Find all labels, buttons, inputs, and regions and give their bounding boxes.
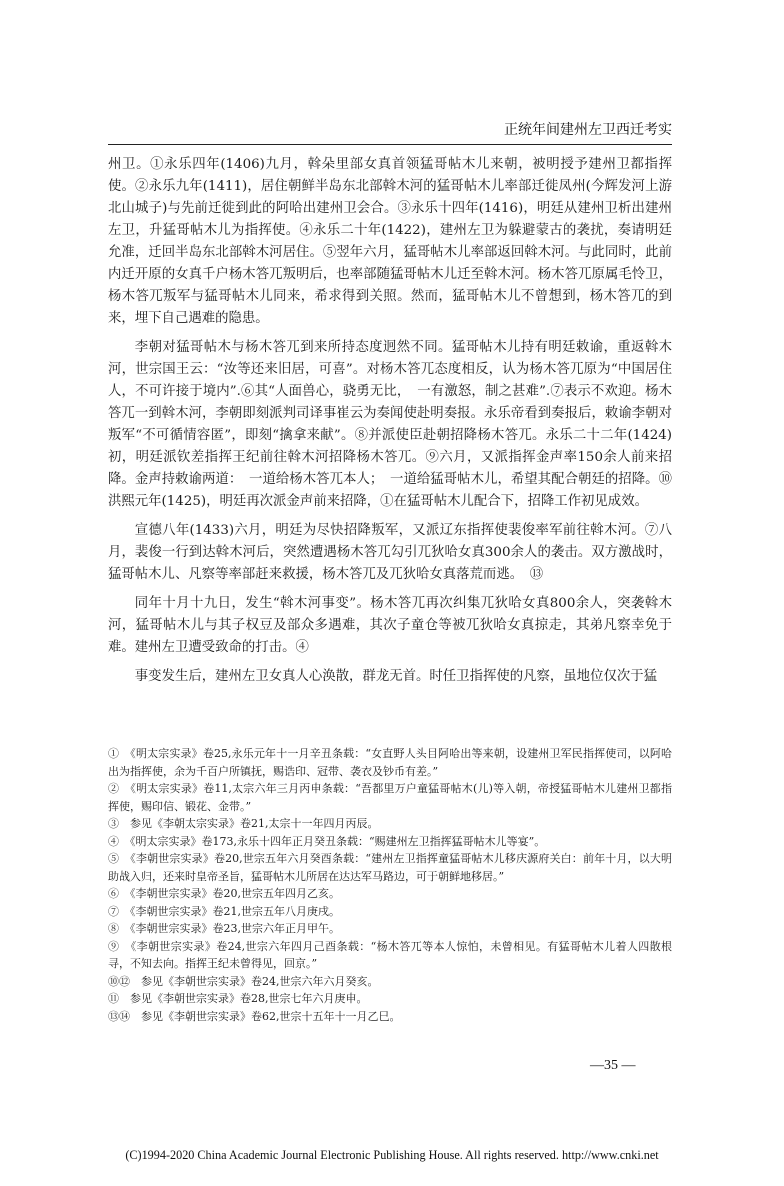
copyright-footer: (C)1994-2020 China Academic Journal Electronic Publishing House. All rights reserved. http://www.cnki.net [125, 1148, 659, 1162]
footnote: ② 《明太宗实录》卷11,太宗六年三月丙申条载：“吾都里万户童猛哥帖木(儿)等入朝，帝授猛哥帖木儿建州卫都指挥使，赐印信、锻花、金带。” [108, 782, 672, 813]
footnote: ⑬⑭ 参见《李朝世宗实录》卷62,世宗十五年十一月乙巳。 [108, 1009, 401, 1023]
footnote: ④ 《明太宗实录》卷173,永乐十四年正月癸丑条载：“赐建州左卫指挥猛哥帖木儿等宴”。 [108, 834, 546, 848]
paragraph: 事变发生后，建州左卫女真人心涣散，群龙无首。时任卫指挥使的凡察，虽地位仅次于猛 [134, 669, 658, 684]
footnote: ⑩⑫ 参见《李朝世宗实录》卷24,世宗六年六月癸亥。 [108, 974, 379, 988]
paragraph-continued: 州卫。①永乐四年(1406)九月，斡朵里部女真首领猛哥帖木儿来朝，被明授予建州卫都指挥使。②永乐九年(1411)，居住朝鲜半岛东北部斡木河的猛哥帖木儿率部迁徙凤州(今辉发河上游北山城子)与先前迁徙到此的阿哈出建州卫会合。③永乐十四年(1416)，明廷从建州卫析出建州左卫，升猛哥帖木儿为指挥使。④永乐二十年(1422)，建州左卫为躲避蒙古的袭扰，奏请明廷允准，迁回半岛东北部斡木河居住。⑤翌年六月，猛哥帖木儿率部返回斡木河。与此同时，此前内迁开原的女真千户杨木答兀叛明后，也率部随猛哥帖木儿迁至斡木河。杨木答兀原属毛怜卫，杨木答兀叛军与猛哥帖木儿同来，希求得到关照。然而，猛哥帖木儿不曾想到，杨木答兀的到来，埋下自己遇难的隐患。 [108, 157, 672, 326]
body-text [108, 154, 672, 695]
footnote: ① 《明太宗实录》卷25,永乐元年十一月辛丑条载：“女直野人头目阿哈出等来朝，设建州卫军民指挥使司，以阿哈出为指挥使，余为千百户所镇抚，赐诰印、冠带、袭衣及钞币有差。” [108, 747, 672, 778]
footnote: ⑤ 《李朝世宗实录》卷20,世宗五年六月癸酉条载：“建州左卫指挥童猛哥帖木儿移庆源府关白：前年十月，以大明助战入归，还来时皇帝圣旨，猛哥帖木儿所居在达达军马路边，可于朝鲜地移居。” [108, 852, 672, 883]
footnote: ⑨ 《李朝世宗实录》卷24,世宗六年四月己酉条载：“杨木答兀等本人惊怕，未曾相见。有猛哥帖木儿着人四散根寻，不知去向。指挥王纪未曾得见，回京。” [108, 939, 672, 970]
page-number: —35 — [590, 1058, 636, 1073]
footnote: ⑧ 《李朝世宗实录》卷23,世宗六年正月甲午。 [108, 922, 340, 935]
footnote: ⑦ 《李朝世宗实录》卷21,世宗五年八月庚戌。 [108, 904, 340, 918]
footnotes [108, 745, 672, 1025]
paragraph: 李朝对猛哥帖木与杨木答兀到来所持态度迥然不同。猛哥帖木儿持有明廷敕谕，重返斡木河，世宗国王云：“汝等还来旧居，可喜”。对杨木答兀态度相反，认为杨木答兀原为“中国居住人，不可许接于境内”.⑥其“人面兽心，骁勇无比， 一有激怒，制之甚难”.⑦表示不欢迎。杨木答兀一到斡木河，李朝即刻派判司译事崔云为奏闻使赴明奏报。永乐帝看到奏报后，敕谕李朝对叛军“不可循情容匿”，即刻“擒拿来献”。⑧并派使臣赴朝招降杨木答兀。永乐二十二年(1424)初，明廷派钦差指挥王纪前往斡木河招降杨木答兀。⑨六月，又派指挥金声率150余人前来招降。金声持敕谕两道： 一道给杨木答兀本人； 一道给猛哥帖木儿，希望其配合朝廷的招降。⑩洪熙元年(1425)，明廷再次派金声前来招降，①在猛哥帖木儿配合下，招降工作初见成效。 [108, 340, 672, 509]
footnote: ③ 参见《李朝太宗实录》卷21,太宗十一年四月丙辰。 [108, 817, 379, 830]
running-head-title: 正统年间建州左卫西迁考实 [504, 122, 672, 138]
footnote: ⑪ 参见《李朝世宗实录》卷28,世宗七年六月庚申。 [108, 992, 368, 1005]
header-rule [108, 144, 672, 145]
paragraph: 同年十月十九日，发生“斡木河事变”。杨木答兀再次纠集兀狄哈女真800余人，突袭斡木河，猛哥帖木儿与其子权豆及部众多遇难，其次子童仓等被兀狄哈女真掠走，其弟凡察幸免于难。建州左卫遭受致命的打击。④ [108, 596, 672, 655]
paragraph: 宣德八年(1433)六月，明廷为尽快招降叛军，又派辽东指挥使裴俊率军前往斡木河。⑦八月，裴俊一行到达斡木河后，突然遭遇杨木答兀勾引兀狄哈女真300余人的袭击。双方激战时，猛哥帖木儿、凡察等率部赶来救援，杨木答兀及兀狄哈女真落荒而逃。 ⑬ [108, 523, 672, 582]
footnote: ⑥ 《李朝世宗实录》卷20,世宗五年四月乙亥。 [108, 887, 340, 900]
